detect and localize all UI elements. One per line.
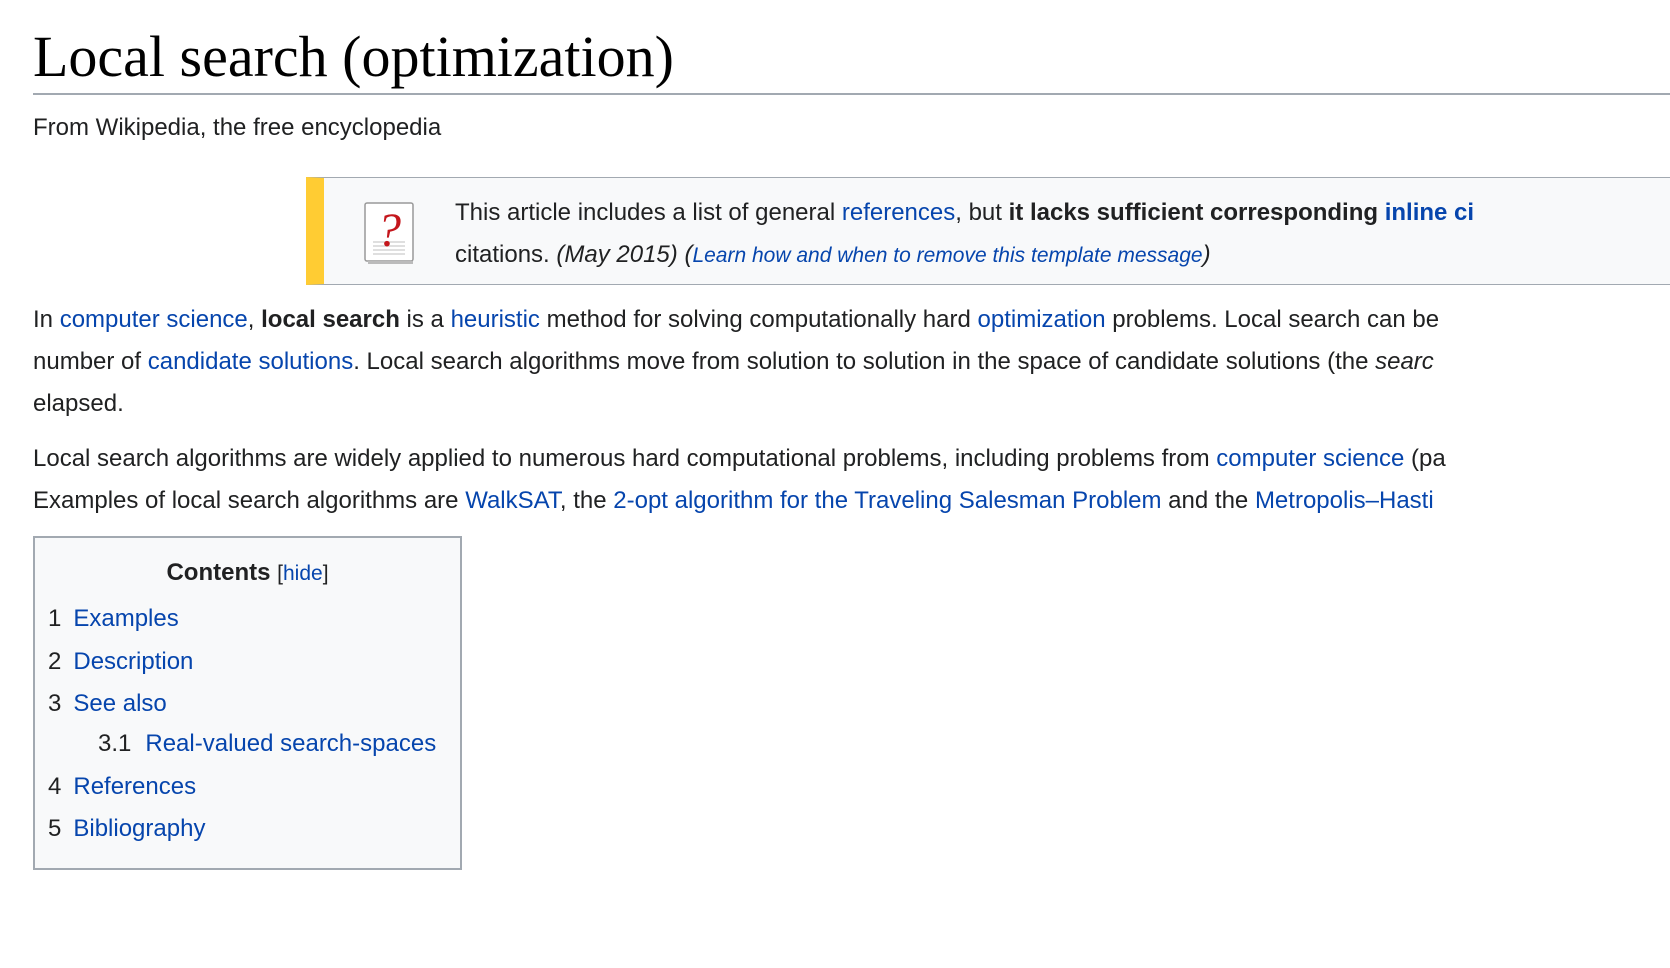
computer-science-link[interactable]: computer science	[59, 306, 248, 333]
candidate-solutions-link[interactable]: candidate solutions	[147, 348, 354, 375]
notice-text	[455, 192, 1474, 277]
toc-header: Contents [hide]	[166, 559, 329, 586]
metropolis-hastings-link[interactable]: Metropolis–Hasti	[1254, 487, 1434, 514]
applications-paragraph: Local search algorithms are widely applied to numerous hard computational problems, including problems from computer science (pa Examples of local search algorithms are WalkSAT, the 2-opt algorithm for the Traveling Salesman Problem and the Metropolis–Hasti	[33, 445, 1446, 514]
toc-item-description[interactable]: 2 Description	[48, 648, 194, 675]
notice-line-1: This article includes a list of general references, but it lacks sufficient corresponding inline ci	[455, 199, 1475, 226]
page-title: Local search (optimization)	[33, 24, 674, 89]
toc-title: Contents	[166, 559, 271, 586]
notice-line-2: citations. (May 2015) (Learn how and when to remove this template message)	[455, 241, 1211, 268]
toc-item-real-valued-search-spaces[interactable]: 3.1 Real-valued search-spaces	[98, 730, 437, 757]
title-divider	[33, 93, 1670, 95]
article-page	[33, 0, 1670, 968]
refimprove-notice	[306, 177, 1670, 285]
references-link[interactable]: references	[841, 199, 956, 226]
table-of-contents	[33, 536, 462, 870]
site-tagline: From Wikipedia, the free encyclopedia	[33, 114, 442, 141]
intro-paragraph: In computer science, local search is a heuristic method for solving computationally hard optimization problems. Local search can be number of candidate solutions. Local search algorithms move from solution to solution in the space of candidate solutions (the searc elapsed.	[33, 306, 1440, 417]
walksat-link[interactable]: WalkSAT	[465, 487, 560, 514]
optimization-link[interactable]: optimization	[977, 306, 1106, 333]
toc-item-see-also[interactable]: 3 See also	[48, 690, 167, 717]
heuristic-link[interactable]: heuristic	[450, 306, 540, 333]
inline-citations-link[interactable]: inline ci	[1384, 199, 1475, 226]
toc-item-bibliography[interactable]: 5 Bibliography	[48, 815, 206, 842]
toc-hide-toggle[interactable]: hide	[282, 562, 323, 585]
two-opt-link[interactable]: 2-opt algorithm for the Traveling Salesman Problem	[613, 487, 1162, 514]
toc-item-examples[interactable]: 1 Examples	[48, 605, 179, 632]
computer-science-link-2[interactable]: computer science	[1216, 445, 1405, 472]
toc-item-references[interactable]: 4 References	[48, 773, 197, 800]
learn-remove-template-link[interactable]: Learn how and when to remove this template message	[692, 244, 1203, 267]
svg-text:?: ?	[377, 204, 401, 257]
question-book-icon	[361, 200, 417, 266]
